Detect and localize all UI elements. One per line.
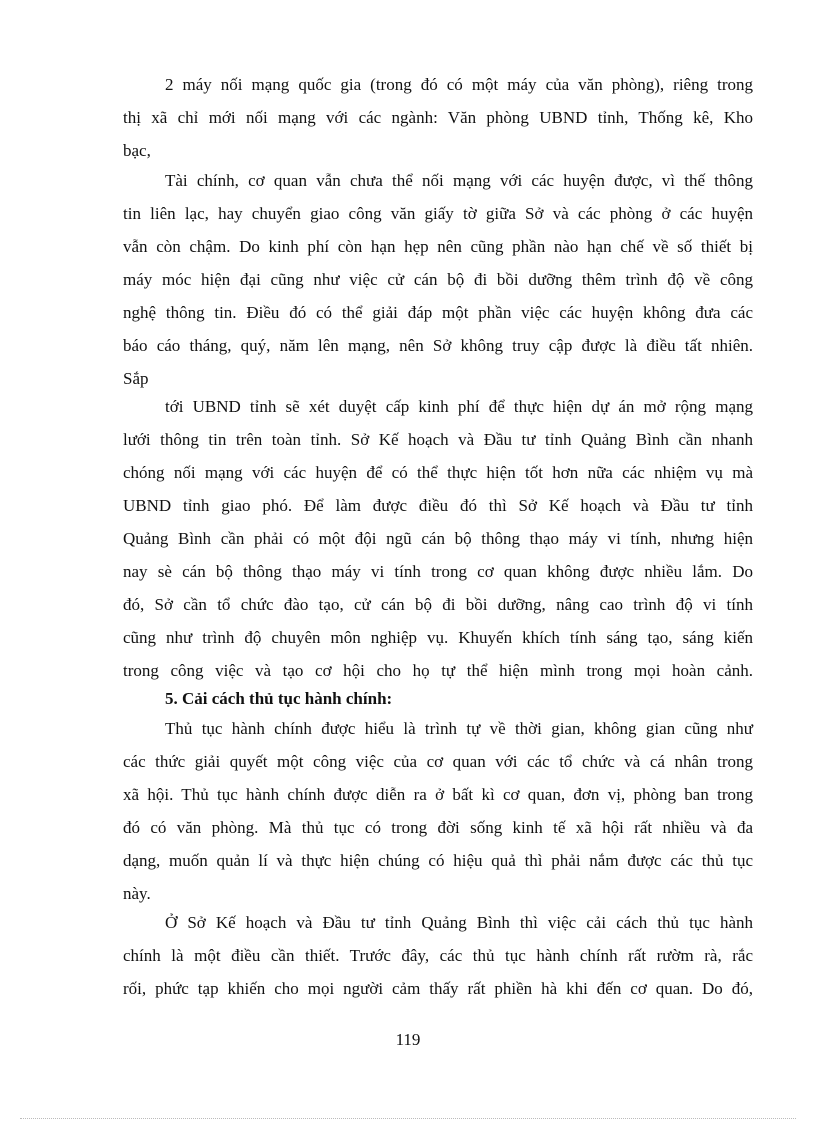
text-line: Thủ tục hành chính được hiểu là trình tự về thời gian, không gian cũng như bbox=[165, 719, 753, 738]
text-line: Sắp bbox=[123, 369, 149, 388]
text-line: bạc, bbox=[123, 141, 151, 160]
paragraph-4 bbox=[123, 712, 753, 910]
text-line: đó, Sở cần tổ chức đào tạo, cử cán bộ đi bồi dưỡng, nâng cao trình độ vi tính bbox=[123, 595, 753, 614]
text-line: chính là một điều cần thiết. Trước đây, các thủ tục hành chính rất rườm rà, rắc bbox=[123, 946, 753, 965]
section-heading-block bbox=[123, 682, 753, 715]
text-line: các thức giải quyết một công việc của cơ quan với các tổ chức và cá nhân trong bbox=[123, 752, 753, 771]
paragraph-1 bbox=[123, 68, 753, 167]
text-line: dạng, muốn quản lí và thực hiện chúng có hiệu quả thì phải nắm được các thủ tục bbox=[123, 851, 753, 870]
section-heading: 5. Cải cách thủ tục hành chính: bbox=[165, 689, 393, 708]
text-line: 2 máy nối mạng quốc gia (trong đó có một máy của văn phòng), riêng trong bbox=[165, 75, 753, 94]
text-line: thị xã chỉ mới nối mạng với các ngành: Văn phòng UBND tỉnh, Thống kê, Kho bbox=[123, 108, 753, 127]
text-line: này. bbox=[123, 884, 151, 903]
text-line: báo cáo tháng, quý, năm lên mạng, nên Sở không truy cập được là điều tất nhiên. bbox=[123, 336, 753, 355]
text-line: xã hội. Thủ tục hành chính được diễn ra ở bất kì cơ quan, đơn vị, phòng ban trong bbox=[123, 785, 753, 804]
page-bottom-border bbox=[20, 1118, 796, 1119]
text-line: nghệ thông tin. Điều đó có thể giải đáp một phần việc các huyện không đưa các bbox=[123, 303, 753, 322]
text-line: lưới thông tin trên toàn tỉnh. Sở Kế hoạch và Đầu tư tỉnh Quảng Bình cần nhanh bbox=[123, 430, 753, 449]
text-line: vẫn còn chậm. Do kinh phí còn hạn hẹp nên cũng phần nào hạn chế về số thiết bị bbox=[123, 237, 753, 256]
text-line: nay sè cán bộ thông thạo máy vi tính trong cơ quan không được nhiều lắm. Do bbox=[123, 562, 753, 581]
text-line: Quảng Bình cần phải có một đội ngũ cán bộ thông thạo máy vi tính, nhưng hiện bbox=[123, 529, 753, 548]
text-line: máy móc hiện đại cũng như việc cử cán bộ đi bồi dưỡng thêm trình độ về công bbox=[123, 270, 753, 289]
text-line: chóng nối mạng với các huyện để có thể thực hiện tốt hơn nữa các nhiệm vụ mà bbox=[123, 463, 753, 482]
paragraph-5 bbox=[123, 906, 753, 1005]
text-line: Ở Sở Kế hoạch và Đầu tư tỉnh Quảng Bình thì việc cải cách thủ tục hành bbox=[165, 913, 753, 932]
paragraph-3 bbox=[123, 390, 753, 687]
text-line: trong công việc và tạo cơ hội cho họ tự thể hiện mình trong mọi hoàn cảnh. bbox=[123, 661, 753, 680]
text-line: đó có văn phòng. Mà thủ tục có trong đời sống kinh tế xã hội rất nhiều và đa bbox=[123, 818, 753, 837]
text-line: UBND tỉnh giao phó. Để làm được điều đó thì Sở Kế hoạch và Đầu tư tỉnh bbox=[123, 496, 753, 515]
text-line: tin liên lạc, hay chuyển giao công văn giấy tờ giữa Sở và các phòng ở các huyện bbox=[123, 204, 753, 223]
page-number: 119 bbox=[395, 1030, 421, 1049]
paragraph-2 bbox=[123, 164, 753, 395]
text-line: cũng như trình độ chuyên môn nghiệp vụ. Khuyến khích tính sáng tạo, sáng kiến bbox=[123, 628, 753, 647]
text-line: Tài chính, cơ quan vẫn chưa thể nối mạng với các huyện được, vì thế thông bbox=[165, 171, 753, 190]
text-line: tới UBND tỉnh sẽ xét duyệt cấp kinh phí để thực hiện dự án mở rộng mạng bbox=[165, 397, 753, 416]
text-line: rối, phức tạp khiến cho mọi người cảm thấy rất phiền hà khi đến cơ quan. Do đó, bbox=[123, 979, 753, 998]
